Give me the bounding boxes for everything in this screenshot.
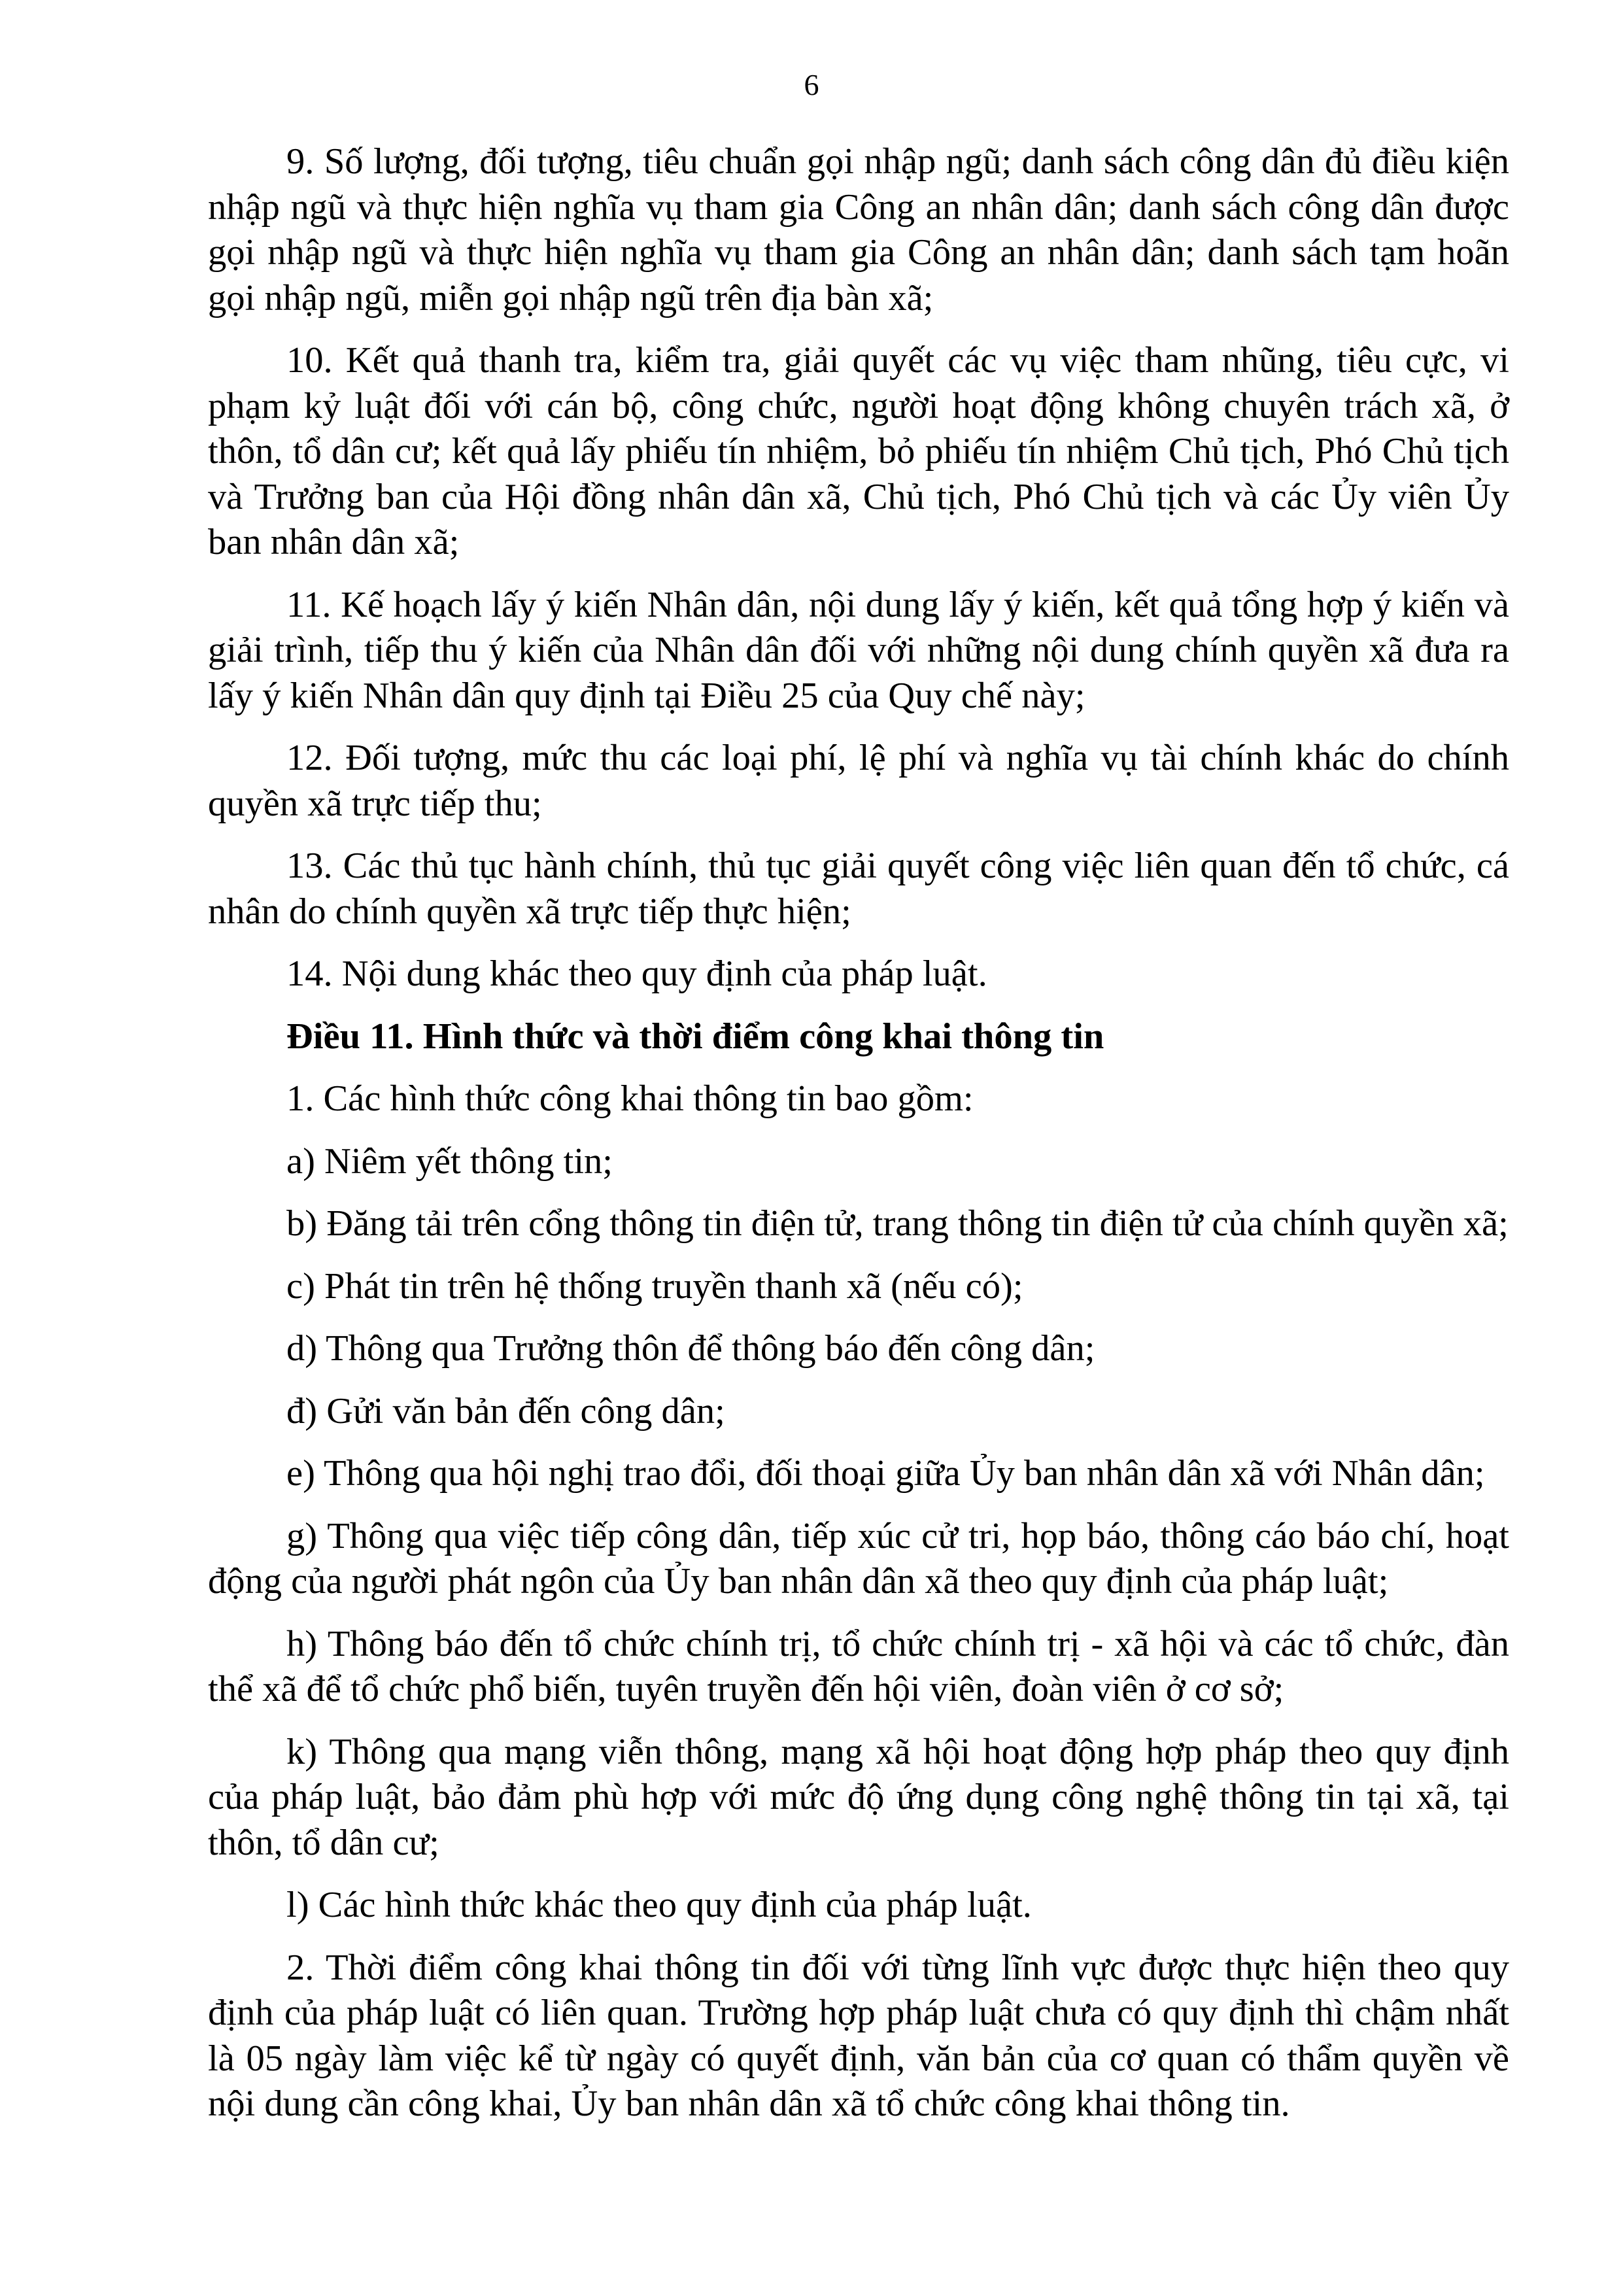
- article-11-heading: Điều 11. Hình thức và thời điểm công khai thông tin: [286, 1016, 1104, 1057]
- point-d: d) Thông qua Trưởng thôn để thông báo đến công dân;: [286, 1328, 1095, 1369]
- point-l: l) Các hình thức khác theo quy định của pháp luật.: [286, 1885, 1032, 1925]
- clause-2: 2. Thời điểm công khai thông tin đối với từng lĩnh vực được thực hiện theo quy định của pháp luật có liên quan. Trường hợp pháp luật chưa có quy định thì chậm nhất là 05 ngày làm việc kể từ ngày có quyết định, văn bản của cơ quan có thẩm quyền về nội dung cần công khai, Ủy ban nhân dân xã tổ chức công khai thông tin.: [208, 1947, 1509, 2124]
- document-body: [208, 139, 1509, 2144]
- item-14: 14. Nội dung khác theo quy định của pháp luật.: [286, 953, 987, 994]
- point-dd: đ) Gửi văn bản đến công dân;: [286, 1390, 725, 1431]
- point-c: c) Phát tin trên hệ thống truyền thanh xã (nếu có);: [286, 1265, 1023, 1307]
- clause-1: 1. Các hình thức công khai thông tin bao gồm:: [286, 1078, 974, 1119]
- item-11: 11. Kế hoạch lấy ý kiến Nhân dân, nội dung lấy ý kiến, kết quả tổng hợp ý kiến và giải trình, tiếp thu ý kiến của Nhân dân đối với những nội dung chính quyền xã đưa ra lấy ý kiến Nhân dân quy định tại Điều 25 của Quy chế này;: [208, 584, 1509, 716]
- point-e: e) Thông qua hội nghị trao đổi, đối thoại giữa Ủy ban nhân dân xã với Nhân dân;: [286, 1453, 1485, 1494]
- item-10: 10. Kết quả thanh tra, kiểm tra, giải quyết các vụ việc tham nhũng, tiêu cực, vi phạm kỷ luật đối với cán bộ, công chức, người hoạt động không chuyên trách xã, ở thôn, tổ dân cư; kết quả lấy phiếu tín nhiệm, bỏ phiếu tín nhiệm Chủ tịch, Phó Chủ tịch và Trưởng ban của Hội đồng nhân dân xã, Chủ tịch, Phó Chủ tịch và các Ủy viên Ủy ban nhân dân xã;: [208, 340, 1509, 562]
- item-12: 12. Đối tượng, mức thu các loại phí, lệ phí và nghĩa vụ tài chính khác do chính quyền xã trực tiếp thu;: [208, 738, 1509, 824]
- page-number: 6: [804, 68, 819, 101]
- point-h: h) Thông báo đến tổ chức chính trị, tổ chức chính trị - xã hội và các tổ chức, đàn thể xã để tổ chức phổ biến, tuyên truyền đến hội viên, đoàn viên ở cơ sở;: [208, 1623, 1509, 1709]
- point-k: k) Thông qua mạng viễn thông, mạng xã hội hoạt động hợp pháp theo quy định của pháp luật, bảo đảm phù hợp với mức độ ứng dụng công nghệ thông tin tại xã, tại thôn, tổ dân cư;: [208, 1731, 1509, 1863]
- point-b: b) Đăng tải trên cổng thông tin điện tử, trang thông tin điện tử của chính quyền xã;: [286, 1203, 1509, 1244]
- item-13: 13. Các thủ tục hành chính, thủ tục giải quyết công việc liên quan đến tổ chức, cá nhân do chính quyền xã trực tiếp thực hiện;: [208, 846, 1509, 932]
- point-g: g) Thông qua việc tiếp công dân, tiếp xúc cử tri, họp báo, thông cáo báo chí, hoạt động của người phát ngôn của Ủy ban nhân dân xã theo quy định của pháp luật;: [208, 1515, 1509, 1602]
- item-9: 9. Số lượng, đối tượng, tiêu chuẩn gọi nhập ngũ; danh sách công dân đủ điều kiện nhập ngũ và thực hiện nghĩa vụ tham gia Công an nhân dân; danh sách công dân được gọi nhập ngũ và thực hiện nghĩa vụ tham gia Công an nhân dân; danh sách tạm hoãn gọi nhập ngũ, miễn gọi nhập ngũ trên địa bàn xã;: [208, 141, 1509, 318]
- point-a: a) Niêm yết thông tin;: [286, 1140, 613, 1182]
